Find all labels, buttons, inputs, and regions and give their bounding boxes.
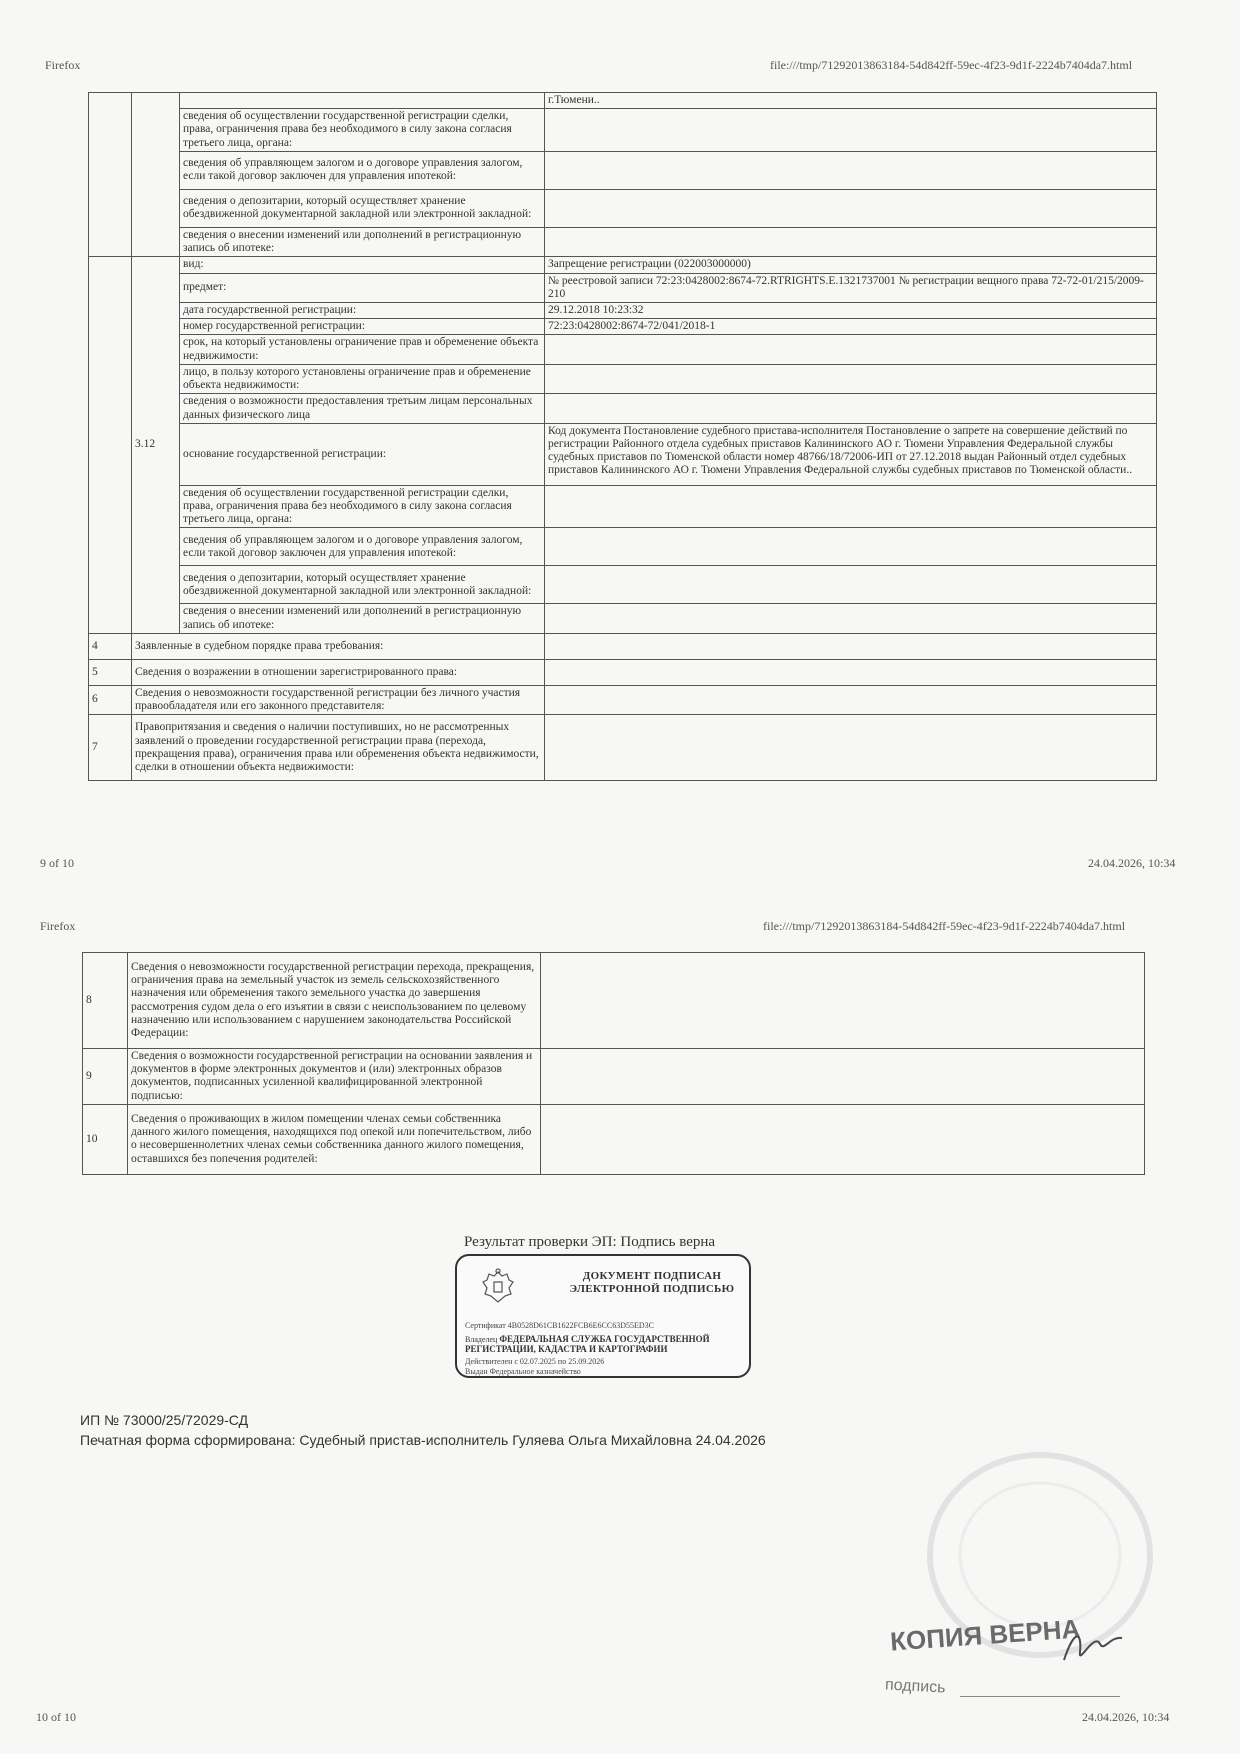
table-row — [89, 257, 1157, 273]
field-label: Правопритязания и сведения о наличии поступивших, но не рассмотренных заявлений о проведении государственной регистрации права (перехода, прекращения права), ограничения права или обременения объекта недвижимости, сделки в отношении объекта недвижимости: — [132, 715, 545, 781]
field-label: сведения о внесении изменений или дополнений в регистрационную запись об ипотеке: — [180, 604, 545, 633]
print-timestamp: 24.04.2026, 10:34 — [1082, 1710, 1170, 1724]
table-row — [89, 685, 1157, 714]
field-label: Заявленные в судебном порядке права требования: — [132, 633, 545, 659]
field-value — [545, 566, 1157, 604]
coat-of-arms-icon — [477, 1266, 519, 1308]
certificate-number: Сертификат 4B0528D61CB1622FCB6E6CC63D55ED3C — [465, 1321, 654, 1330]
e-signature-stamp — [455, 1254, 751, 1378]
field-value: 29.12.2018 10:23:32 — [545, 302, 1157, 318]
field-value: Код документа Постановление судебного пристава-исполнителя Постановление о запрете на совершение действий по регистрации Районного отдела судебных приставов Калининского АО г. Тюмени Управления Федеральной службы судебных приставов по Тюменской области номер 48766/18/72006-ИП от 27.12.2018 выдан Районный отдел судебных приставов Калининского АО г. Тюмени Управления Федеральной службы судебных приставов по Тюменской области.. — [545, 423, 1157, 485]
field-value — [541, 1049, 1145, 1105]
print-timestamp: 24.04.2026, 10:34 — [1088, 856, 1176, 870]
subsection-cell — [132, 93, 180, 257]
signature-check-result: Результат проверки ЭП: Подпись верна — [464, 1234, 716, 1250]
table-row — [89, 604, 1157, 633]
field-value — [541, 953, 1145, 1049]
field-value — [545, 109, 1157, 152]
registry-table — [88, 92, 1157, 781]
stamp-heading: ДОКУМЕНТ ПОДПИСАН ЭЛЕКТРОННОЙ ПОДПИСЬЮ — [569, 1270, 735, 1295]
field-value: 72:23:0428002:8674-72/041/2018-1 — [545, 319, 1157, 335]
table-row — [89, 93, 1157, 109]
copy-verified-stamp: КОПИЯ ВЕРНА — [889, 1613, 1082, 1657]
ip-number: ИП № 73000/25/72029-СД — [80, 1412, 249, 1428]
field-label: Сведения о возможности государственной регистрации на основании заявления и документов в форме электронных документов и (или) электронных образов документов, подписанных усиленной квалифицированной электронной подписью: — [128, 1049, 541, 1105]
table-row — [89, 423, 1157, 485]
row-number-cell — [89, 257, 132, 634]
field-label: сведения об управляющем залогом и о договоре управления залогом, если такой договор заключен для управления ипотекой: — [180, 528, 545, 566]
field-value — [545, 659, 1157, 685]
field-value — [545, 364, 1157, 393]
page-counter: 9 of 10 — [40, 856, 74, 870]
table-row — [89, 566, 1157, 604]
table-row — [89, 189, 1157, 227]
table-row — [89, 227, 1157, 256]
table-row — [83, 953, 1145, 1049]
owner-name: ФЕДЕРАЛЬНАЯ СЛУЖБА ГОСУДАРСТВЕННОЙ РЕГИСТРАЦИИ, КАДАСТРА И КАРТОГРАФИИ — [465, 1334, 710, 1355]
page-url: file:///tmp/71292013863184-54d842ff-59ec-4f23-9d1f-2224b7404da7.html — [770, 58, 1133, 72]
signature-stamp-label: подпись — [884, 1676, 946, 1697]
field-label: лицо, в пользу которого установлены ограничение прав и обременение объекта недвижимости: — [180, 364, 545, 393]
page-url: file:///tmp/71292013863184-54d842ff-59ec-4f23-9d1f-2224b7404da7.html — [763, 919, 1126, 933]
field-label: Сведения о невозможности государственной регистрации перехода, прекращения, ограничения права на земельный участок из земель сельскохозяйственного назначения или обременения такого земельного участка до завершения рассмотрения судом дела о его изъятии в связи с неиспользованием по целевому назначению или использованием с нарушением законодательства Российской Федерации: — [128, 953, 541, 1049]
browser-label: Firefox — [45, 58, 81, 72]
field-label: Сведения о проживающих в жилом помещении членах семьи собственника данного жилого помещения, находящихся под опекой или попечительством, либо о несовершеннолетних членах семьи собственника данного жилого помещения, оставшихся без попечения родителей: — [128, 1104, 541, 1174]
owner-prefix: Владелец — [465, 1335, 498, 1344]
certificate-validity: Действителен с 02.07.2025 по 25.09.2026 — [465, 1357, 605, 1366]
table-row — [89, 485, 1157, 528]
field-label: сведения о возможности предоставления третьим лицам персональных данных физического лица — [180, 394, 545, 423]
table-row — [89, 394, 1157, 423]
page-counter: 10 of 10 — [36, 1710, 76, 1724]
field-value: Запрещение регистрации (022003000000) — [545, 257, 1157, 273]
handwritten-signature — [1060, 1622, 1130, 1672]
field-label — [180, 93, 545, 109]
row-number-cell — [89, 93, 132, 257]
table-row — [89, 528, 1157, 566]
field-label: сведения об осуществлении государственной регистрации сделки, права, ограничения права без необходимого в силу закона согласия третьего лица, органа: — [180, 109, 545, 152]
table-row — [89, 715, 1157, 781]
browser-label: Firefox — [40, 919, 76, 933]
field-label: вид: — [180, 257, 545, 273]
field-value — [545, 604, 1157, 633]
field-label: основание государственной регистрации: — [180, 423, 545, 485]
field-value — [545, 485, 1157, 528]
row-number: 6 — [89, 685, 132, 714]
table-row — [89, 633, 1157, 659]
field-value — [545, 633, 1157, 659]
table-row — [89, 302, 1157, 318]
field-value — [545, 189, 1157, 227]
field-label: сведения об управляющем залогом и о договоре управления залогом, если такой договор заключен для управления ипотекой: — [180, 151, 545, 189]
field-value — [545, 528, 1157, 566]
field-label: номер государственной регистрации: — [180, 319, 545, 335]
field-label: сведения о депозитарии, который осуществляет хранение обездвиженной документарной закладной или электронной закладной: — [180, 189, 545, 227]
row-number: 7 — [89, 715, 132, 781]
print-form-note: Печатная форма сформирована: Судебный пристав-исполнитель Гуляева Ольга Михайловна 24.04.2026 — [80, 1432, 766, 1448]
row-number: 8 — [83, 953, 128, 1049]
field-value — [545, 685, 1157, 714]
table-row — [89, 319, 1157, 335]
row-number: 5 — [89, 659, 132, 685]
field-label: сведения о депозитарии, который осуществляет хранение обездвиженной документарной закладной или электронной закладной: — [180, 566, 545, 604]
row-number: 4 — [89, 633, 132, 659]
certificate-owner — [465, 1334, 745, 1355]
field-label: сведения о внесении изменений или дополнений в регистрационную запись об ипотеке: — [180, 227, 545, 256]
field-value — [545, 715, 1157, 781]
field-value — [545, 227, 1157, 256]
field-label: Сведения о возражении в отношении зарегистрированного права: — [132, 659, 545, 685]
table-row — [89, 109, 1157, 152]
field-label: Сведения о невозможности государственной регистрации без личного участия правообладателя или его законного представителя: — [132, 685, 545, 714]
subsection-number: 3.12 — [132, 257, 180, 634]
table-row — [89, 273, 1157, 302]
field-label: предмет: — [180, 273, 545, 302]
field-label: сведения об осуществлении государственной регистрации сделки, права, ограничения права без необходимого в силу закона согласия третьего лица, органа: — [180, 485, 545, 528]
signature-line — [960, 1696, 1120, 1697]
field-value — [545, 335, 1157, 364]
field-label: срок, на который установлены ограничение прав и обременение объекта недвижимости: — [180, 335, 545, 364]
table-row — [83, 1104, 1145, 1174]
table-row — [89, 335, 1157, 364]
field-value: г.Тюмени.. — [545, 93, 1157, 109]
field-value — [541, 1104, 1145, 1174]
table-row — [89, 659, 1157, 685]
field-label: дата государственной регистрации: — [180, 302, 545, 318]
certificate-issuer: Выдан Федеральное казначейство — [465, 1367, 581, 1376]
row-number: 10 — [83, 1104, 128, 1174]
table-row — [89, 151, 1157, 189]
field-value: № реестровой записи 72:23:0428002:8674-72.RTRIGHTS.E.1321737001 № регистрации вещного права 72-72-01/215/2009-210 — [545, 273, 1157, 302]
registry-table-continued — [82, 952, 1145, 1175]
field-value — [545, 151, 1157, 189]
table-row — [89, 364, 1157, 393]
table-row — [83, 1049, 1145, 1105]
field-value — [545, 394, 1157, 423]
row-number: 9 — [83, 1049, 128, 1105]
